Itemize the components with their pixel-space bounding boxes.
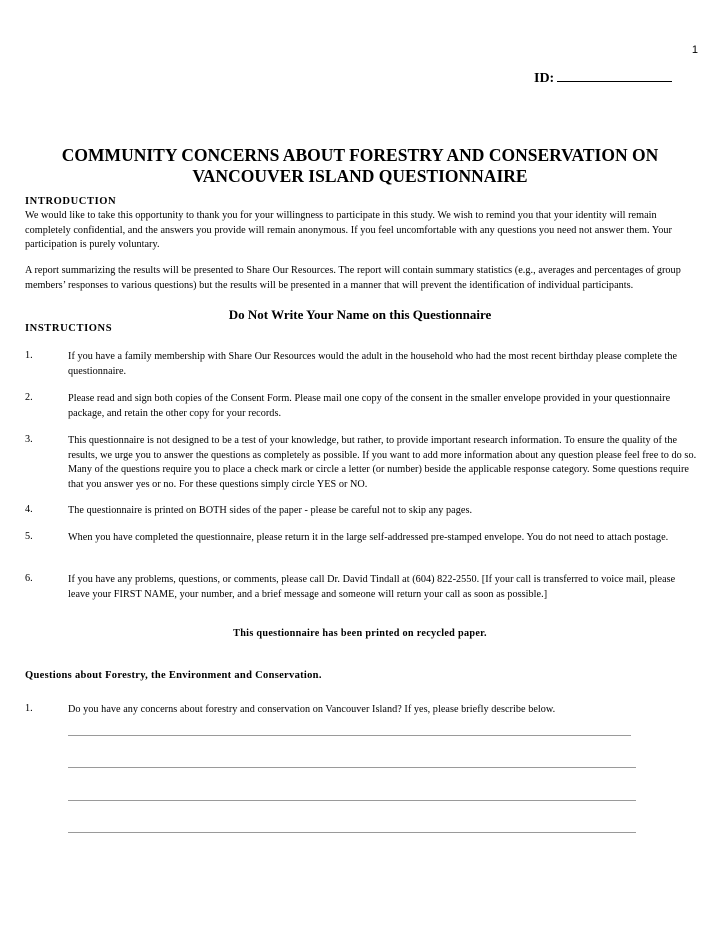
- no-name-warning: Do Not Write Your Name on this Questionnaire: [228, 307, 492, 322]
- title-line-2: VANCOUVER ISLAND QUESTIONNAIRE: [192, 166, 528, 186]
- question-number: 1.: [25, 703, 33, 714]
- introduction-paragraph-1: We would like to take this opportunity to thank you for your willingness to participate in this study. We wish to remind you that your identity will remain completely confidential, and the answers you provide will remain anonymous. If you feel uncomfortable with any questions you need not answer them. Your participation is purely voluntary.: [25, 210, 672, 251]
- instruction-text: When you have completed the questionnaire, please return it in the large self-addressed pre-stamped envelope. You do not need to attach postage.: [68, 532, 669, 543]
- instruction-text: This questionnaire is not designed to be a test of your knowledge, but rather, to provide important research information. To ensure the quality of the results, we urge you to answer the questions as completely as possible. If you want to add more information about any question please feel free to do so. Many of the questions require you to place a check mark or circle a letter (or number) beside the applicable response category. Some questions require that you answer yes or no. For these questions simply circle YES or NO.: [68, 435, 697, 490]
- title-line-1: COMMUNITY CONCERNS ABOUT FORESTRY AND CONSERVATION ON: [61, 145, 659, 165]
- page-title: [0, 145, 720, 187]
- forestry-section-heading: Questions about Forestry, the Environment and Conservation.: [25, 670, 322, 681]
- instructions-heading: INSTRUCTIONS: [25, 323, 113, 334]
- instruction-number: 4.: [25, 504, 33, 515]
- instruction-text: Please read and sign both copies of the Consent Form. Please mail one copy of the consent in the smaller envelope provided in your questionnaire package, and retain the other copy for your records.: [68, 393, 671, 419]
- answer-line[interactable]: [68, 800, 636, 801]
- instruction-number: 2.: [25, 392, 33, 403]
- instruction-number: 3.: [25, 434, 33, 445]
- page-number: 1: [691, 44, 698, 56]
- answer-line[interactable]: [68, 767, 636, 768]
- instruction-number: 6.: [25, 573, 33, 584]
- id-field: [534, 68, 672, 87]
- recycled-paper-note: This questionnaire has been printed on recycled paper.: [233, 628, 487, 639]
- id-blank-line[interactable]: [557, 68, 672, 82]
- instruction-number: 5.: [25, 531, 33, 542]
- question-text: Do you have any concerns about forestry and conservation on Vancouver Island? If yes, please briefly describe below.: [68, 704, 556, 715]
- answer-line[interactable]: [68, 832, 636, 833]
- introduction-heading: INTRODUCTION: [25, 196, 117, 207]
- instruction-text: If you have any problems, questions, or comments, please call Dr. David Tindall at (604) 822-2550. [If your call is transferred to voice mail, please leave your FIRST NAME, your number, and a brief message and someone will return your call as soon as possible.]: [68, 574, 676, 600]
- introduction-paragraph-2: A report summarizing the results will be presented to Share Our Resources. The report will contain summary statistics (e.g., averages and percentages of group members’ responses to various questions) but the results will be presented in a manner that will prevent the identification of individual participants.: [25, 265, 681, 291]
- id-label: ID:: [534, 71, 555, 86]
- answer-line[interactable]: [68, 735, 631, 736]
- instruction-number: 1.: [25, 350, 33, 361]
- instruction-text: The questionnaire is printed on BOTH sides of the paper - please be careful not to skip any pages.: [68, 505, 473, 516]
- instruction-text: If you have a family membership with Share Our Resources would the adult in the household who had the most recent birthday please complete the questionnaire.: [68, 351, 678, 377]
